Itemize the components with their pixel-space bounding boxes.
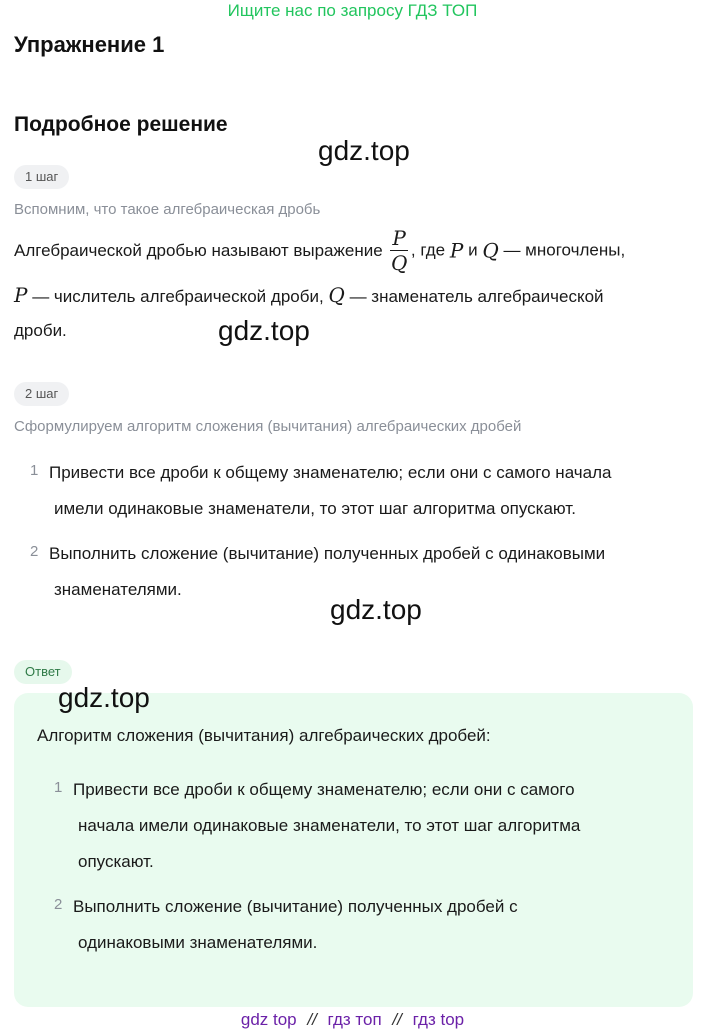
footer-link[interactable]: гдз топ [327,1010,382,1029]
footer-link[interactable]: гдз top [412,1010,465,1029]
numerator-text: — числитель алгебраической дроби, [32,287,324,306]
watermark: gdz.top [58,682,150,713]
watermark: gdz.top [318,135,410,166]
footer-separator: // [307,1010,317,1029]
var-q: Q [482,238,499,263]
top-banner[interactable]: Ищите нас по запросу ГДЗ ТОП [227,1,478,20]
fraction-numerator: P [392,226,406,250]
footer-separator: // [392,1010,402,1029]
denominator-text: — знаменатель алгебраической [349,287,604,306]
list-item-line: Привести все дроби к общему знаменателю; если они с самого [73,780,575,799]
list-item-line: опускают. [78,852,154,871]
footer-link[interactable]: gdz top [240,1010,297,1029]
var-p: P [449,238,464,263]
watermark: gdz.top [218,315,310,346]
definition-text: Алгебраической дробью называют выражение [14,240,383,260]
list-number: 1 [30,462,39,479]
list-number: 1 [54,779,63,796]
fraction-denominator: Q [390,251,408,275]
list-item-line: Выполнить сложение (вычитание) полученных дробей с одинаковыми [49,544,606,563]
and-text: и [468,240,478,260]
definition-line-3: дроби. [14,321,67,340]
list-item-line: знаменателями. [54,580,182,599]
list-item-line: имели одинаковые знаменатели, то этот шаг алгоритма опускают. [54,499,576,518]
watermark: gdz.top [330,594,422,625]
where-text: , где [410,240,446,260]
var-q: Q [328,283,345,307]
step-badge-1: 1 шаг [14,165,69,189]
polynomials-text: — многочлены, [503,240,626,260]
list-number: 2 [54,896,63,913]
footer-links [0,1009,705,1031]
step-subtitle-2: Сформулируем алгоритм сложения (вычитания) алгебраических дробей [14,418,522,435]
list-item-line: начала имели одинаковые знаменатели, то этот шаг алгоритма [78,816,581,835]
answer-intro: Алгоритм сложения (вычитания) алгебраических дробей: [37,726,491,745]
list-item-line: одинаковыми знаменателями. [78,933,318,952]
var-p: P [14,283,28,307]
definition-line-1 [14,226,625,275]
definition-line-2 [14,283,604,309]
step-badge-2: 2 шаг [14,382,69,406]
answer-badge: Ответ [14,660,72,684]
fraction-p-over-q [390,226,407,275]
page-title: Упражнение 1 [14,32,165,57]
list-item-line: Привести все дроби к общему знаменателю; если они с самого начала [49,463,612,482]
list-number: 2 [30,543,39,560]
section-title: Подробное решение [14,113,228,136]
list-item-line: Выполнить сложение (вычитание) полученных дробей с [73,897,518,916]
step-subtitle-1: Вспомним, что такое алгебраическая дробь [14,201,321,218]
